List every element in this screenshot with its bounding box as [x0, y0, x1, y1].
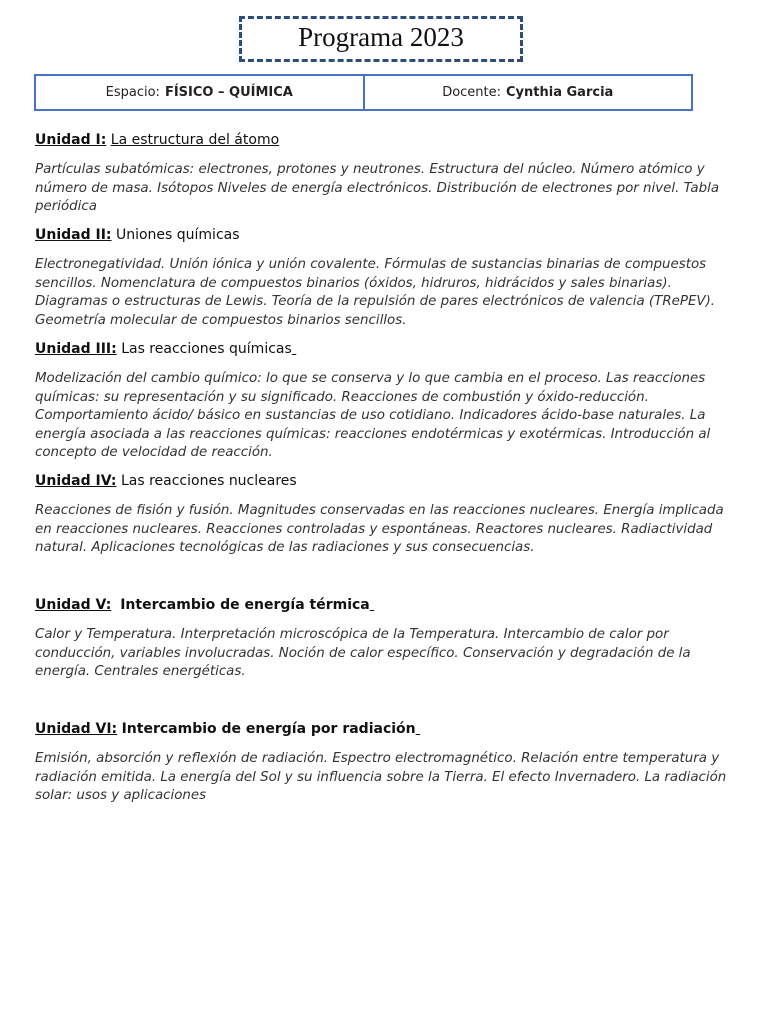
unit-name: Intercambio de energía por radiación	[121, 721, 416, 737]
unit-heading	[35, 340, 735, 358]
unit-2	[35, 226, 735, 330]
unit-3	[35, 340, 735, 463]
unit-1	[35, 131, 735, 217]
unit-heading	[35, 226, 735, 244]
unit-description: Calor y Temperatura. Interpretación microscópica de la Temperatura. Intercambio de calor por conducción, variables involucradas. Noción de calor específico. Conservación y degradación de la energía. Centrales energéticas.	[35, 627, 691, 679]
unit-name: Uniones químicas	[115, 227, 240, 243]
unit-description: Partículas subatómicas: electrones, protones y neutrones. Estructura del núcleo. Número atómico y número de masa. Isótopos Niveles de energía electrónicos. Distribución de electrones por nivel. Tabla periódica	[35, 162, 720, 214]
unit-description: Modelización del cambio químico: lo que se conserva y lo que cambia en el proceso. Las reacciones químicas: su representación y su significado. Reacciones de combustión y óxido-reducción. Comportamiento ácido/ básico en sustancias de uso cotidiano. Indicadores ácido-base naturales. La energía asociada a las reacciones químicas: reacciones endotérmicas y exotérmicas. Introducción al concepto de velocidad de reacción.	[35, 371, 711, 460]
unit-name: Las reacciones químicas	[121, 341, 292, 357]
docente-label: Docente:	[442, 85, 502, 100]
unit-number: Unidad III:	[35, 341, 117, 357]
info-table	[34, 74, 693, 111]
unit-name: Las reacciones nucleares	[120, 473, 297, 489]
unit-4	[35, 472, 735, 558]
docente-cell	[363, 76, 692, 109]
unit-number: Unidad II:	[35, 227, 112, 243]
espacio-label: Espacio:	[105, 85, 160, 100]
unit-heading	[35, 131, 735, 149]
unit-heading	[35, 472, 735, 490]
unit-6	[35, 720, 735, 806]
unit-heading	[35, 720, 735, 738]
docente-value: Cynthia Garcia	[506, 85, 614, 100]
unit-number: Unidad V:	[35, 597, 112, 613]
unit-name: Intercambio de energía térmica	[120, 597, 370, 613]
unit-number: Unidad IV:	[35, 473, 117, 489]
unit-name: La estructura del átomo	[110, 132, 280, 148]
unit-number: Unidad I:	[35, 132, 107, 148]
unit-description: Reacciones de fisión y fusión. Magnitudes conservadas en las reacciones nucleares. Energía implicada en reacciones nucleares. Reacciones controladas y espontáneas. Reactores nucleares. Radiactividad natural. Aplicaciones tecnológicas de las radiaciones y sus consecuencias.	[35, 503, 724, 555]
unit-5	[35, 596, 735, 682]
unit-description: Electronegatividad. Unión iónica y unión covalente. Fórmulas de sustancias binarias de compuestos sencillos. Nomenclatura de compuestos binarios (óxidos, hidruros, hidrácidos y sales binarias). Diagramas o estructuras de Lewis. Teoría de la repulsión de pares electrónicos de valencia (TRePEV). Geometría molecular de compuestos binarios sencillos.	[35, 257, 716, 328]
unit-heading	[35, 596, 735, 614]
espacio-cell	[36, 76, 363, 109]
espacio-value: FÍSICO – QUÍMICA	[164, 85, 293, 100]
page-title: Programa 2023	[298, 21, 464, 52]
unit-description: Emisión, absorción y reflexión de radiación. Espectro electromagnético. Relación entre temperatura y radiación emitida. La energía del Sol y su influencia sobre la Tierra. El efecto Invernadero. La radiación solar: usos y aplicaciones	[35, 751, 727, 803]
title-box	[239, 16, 523, 62]
unit-number: Unidad VI:	[35, 721, 118, 737]
